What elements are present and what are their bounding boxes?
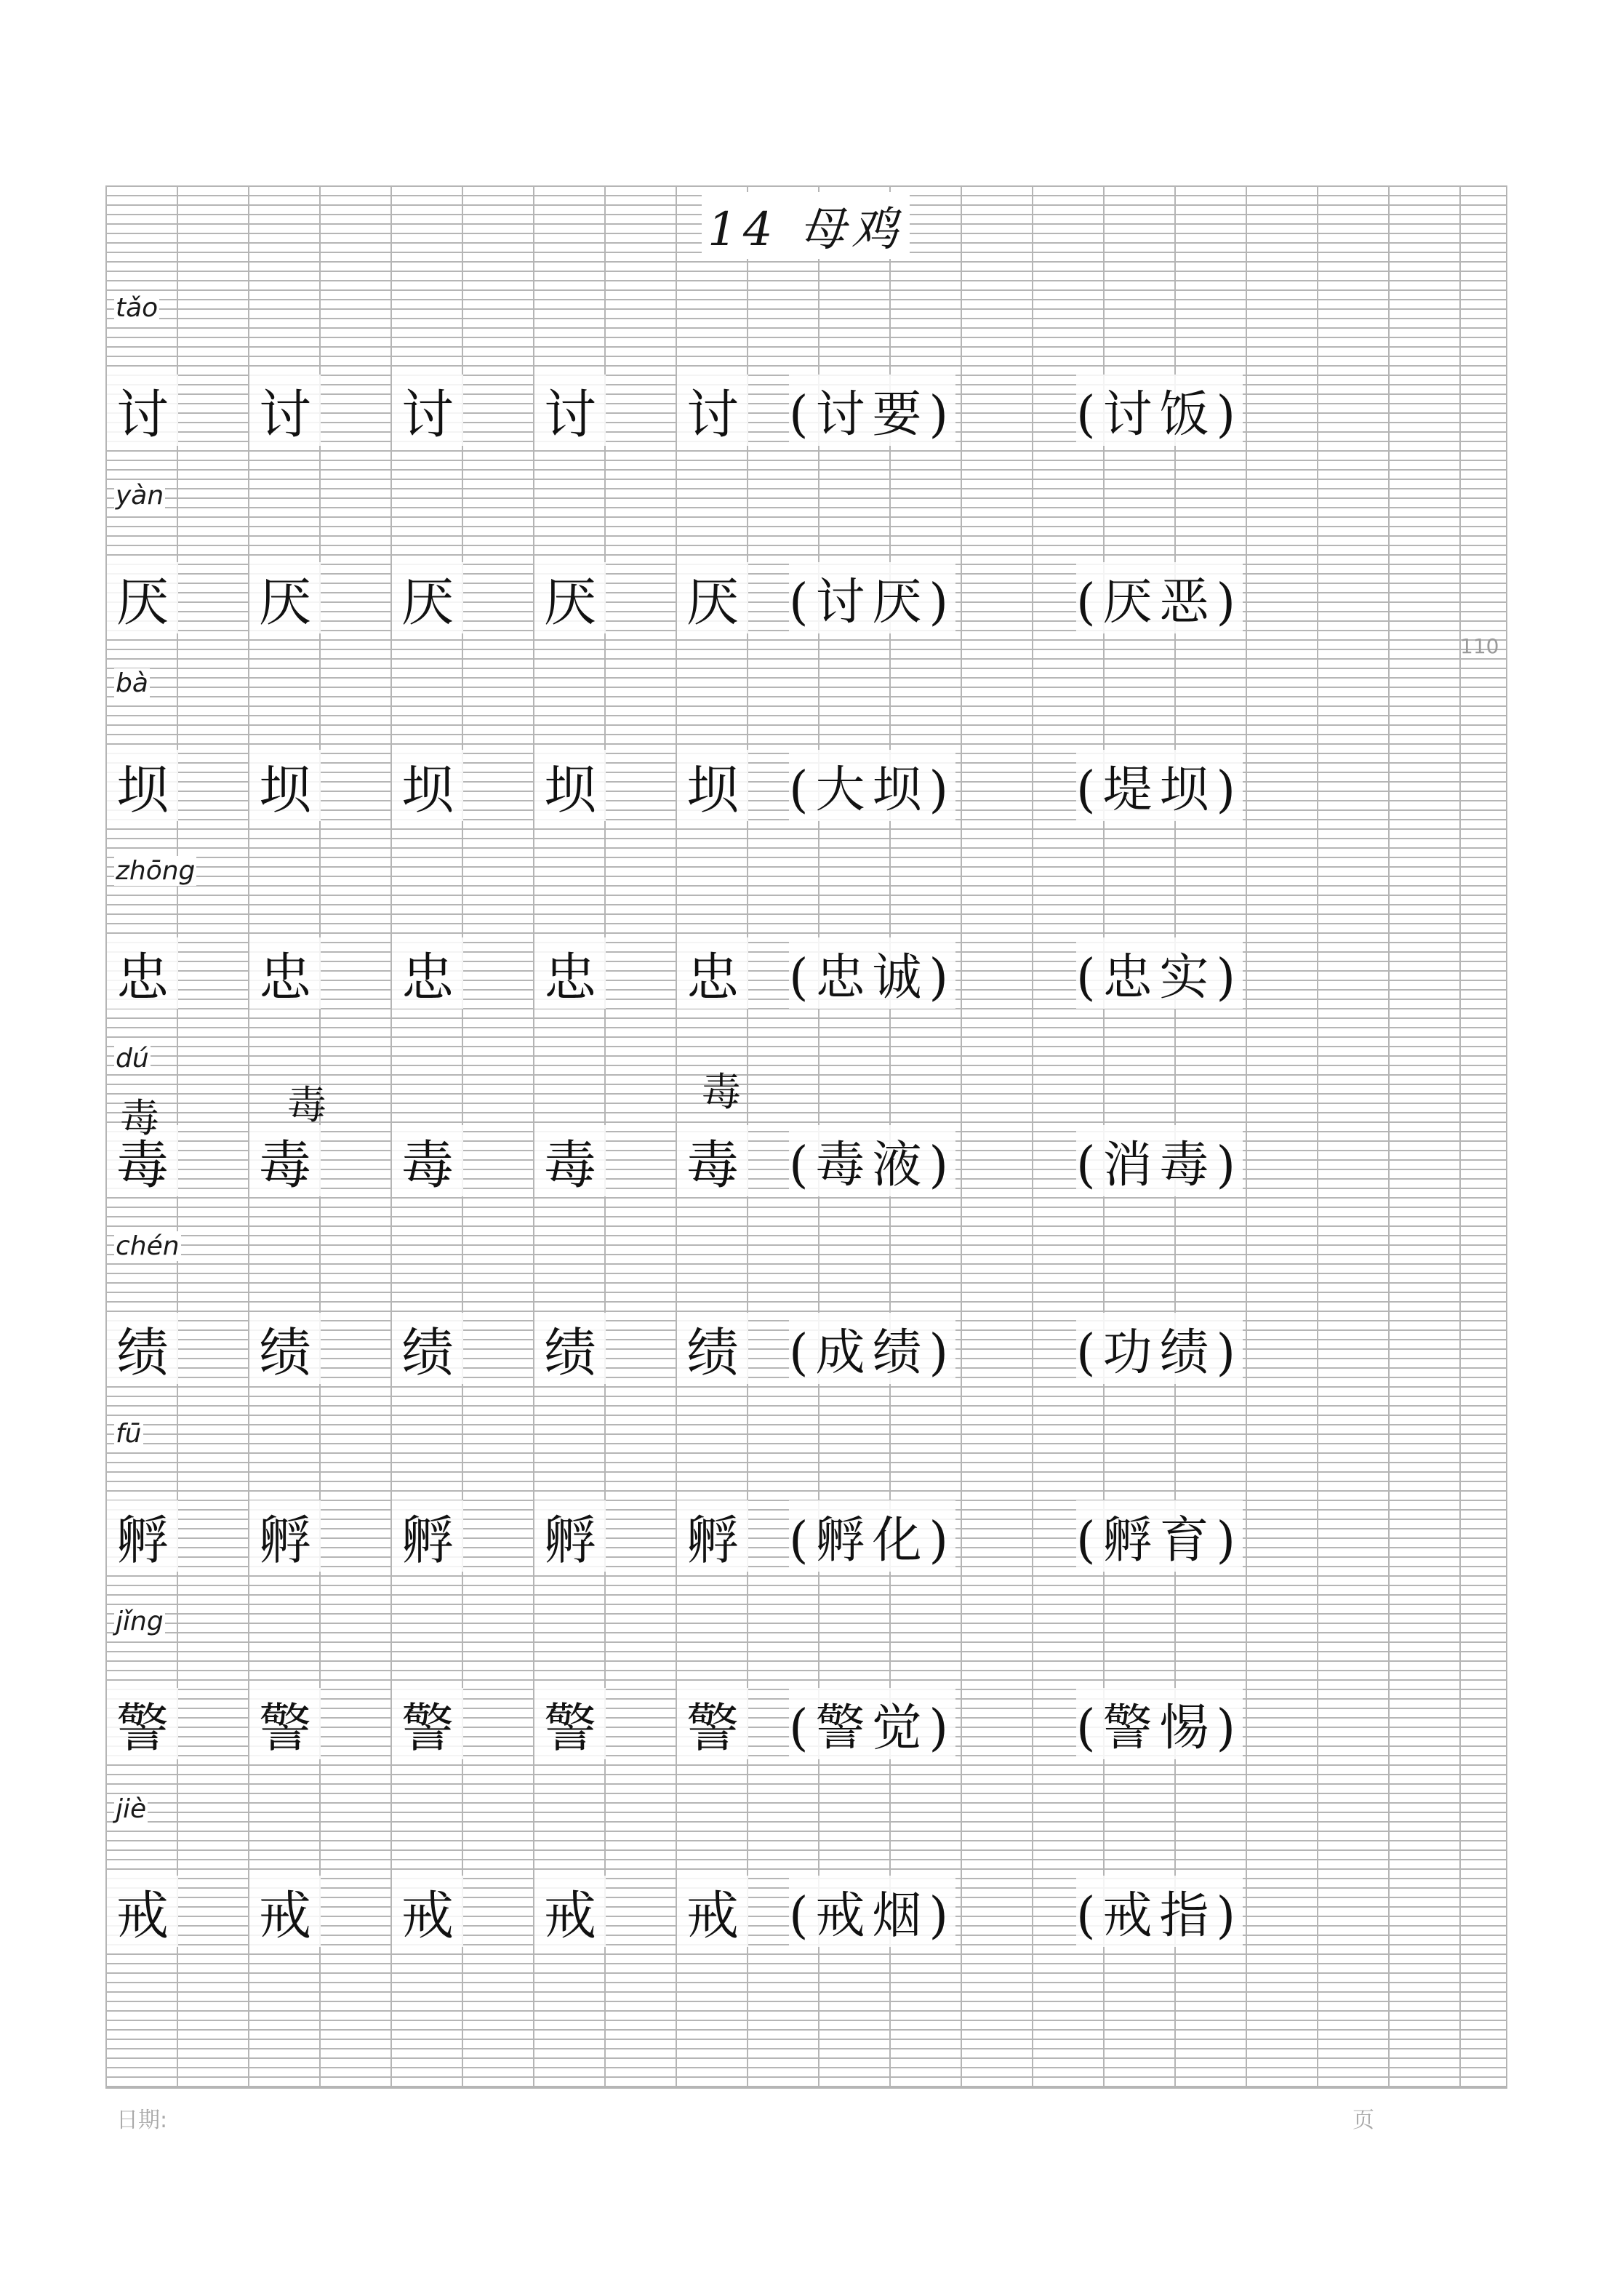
practice-character: 戒 <box>107 1876 178 1947</box>
correction-character: 毒 <box>120 1095 159 1141</box>
character-row <box>105 1297 1506 1397</box>
pinyin-label: fū <box>116 1419 142 1449</box>
practice-character: 孵 <box>677 1500 748 1572</box>
practice-character: 忠 <box>107 937 178 1009</box>
character-row <box>105 734 1506 834</box>
practice-character: 厌 <box>392 562 463 633</box>
practice-character: 坝 <box>392 750 463 821</box>
vocabulary-word: (毒液) <box>789 1125 955 1196</box>
practice-character: 绩 <box>534 1313 606 1384</box>
pinyin-row <box>105 647 1506 734</box>
pinyin-row <box>105 1585 1506 1672</box>
practice-character: 孵 <box>392 1500 463 1572</box>
pinyin-label: yàn <box>116 481 164 511</box>
practice-character: 绩 <box>249 1313 321 1384</box>
vocabulary-word: (讨厌) <box>789 562 955 633</box>
practice-character: 戒 <box>392 1876 463 1947</box>
vocabulary-word: (大坝) <box>789 750 955 821</box>
practice-character: 毒 <box>249 1125 321 1196</box>
vocabulary-word: (厌恶) <box>1076 562 1243 633</box>
character-row <box>105 1860 1506 1960</box>
practice-character: 忠 <box>392 937 463 1009</box>
practice-character: 毒 <box>677 1125 748 1196</box>
pinyin-label: zhōng <box>116 856 196 886</box>
practice-character: 坝 <box>677 750 748 821</box>
practice-character: 孵 <box>534 1500 606 1572</box>
practice-character: 绩 <box>677 1313 748 1384</box>
pinyin-label: chén <box>116 1231 180 1261</box>
vocabulary-word: (警惕) <box>1076 1688 1243 1759</box>
character-row <box>105 546 1506 647</box>
practice-character: 孵 <box>107 1500 178 1572</box>
practice-character: 忠 <box>677 937 748 1009</box>
practice-character: 孵 <box>249 1500 321 1572</box>
practice-character: 厌 <box>249 562 321 633</box>
practice-character: 毒 <box>107 1125 178 1196</box>
title-row <box>105 185 1506 265</box>
pinyin-label: jiè <box>116 1794 147 1824</box>
practice-character: 坝 <box>534 750 606 821</box>
pinyin-label: bà <box>116 668 148 698</box>
character-row <box>105 921 1506 1022</box>
page-title: 14 母鸡 <box>702 192 910 259</box>
footer-page-label: 页 <box>1352 2108 1374 2133</box>
practice-character: 讨 <box>107 375 178 446</box>
vocabulary-word: (讨要) <box>789 375 955 446</box>
pinyin-label: jǐng <box>116 1607 164 1636</box>
practice-character: 讨 <box>249 375 321 446</box>
practice-character: 厌 <box>677 562 748 633</box>
practice-character: 警 <box>249 1688 321 1759</box>
practice-character: 警 <box>392 1688 463 1759</box>
pinyin-label: dú <box>116 1044 149 1073</box>
practice-character: 警 <box>677 1688 748 1759</box>
vocabulary-word: (忠实) <box>1076 937 1243 1009</box>
practice-character: 忠 <box>534 937 606 1009</box>
practice-character: 绩 <box>392 1313 463 1384</box>
practice-character: 坝 <box>249 750 321 821</box>
vocabulary-word: (戒烟) <box>789 1876 955 1947</box>
pinyin-row <box>105 271 1506 359</box>
margin-mark: 110 <box>1460 634 1499 658</box>
vocabulary-word: (孵育) <box>1076 1500 1243 1572</box>
character-row <box>105 359 1506 459</box>
practice-character: 绩 <box>107 1313 178 1384</box>
pinyin-label: tǎo <box>116 293 159 323</box>
pinyin-row <box>105 1209 1506 1297</box>
practice-character: 警 <box>107 1688 178 1759</box>
vocabulary-word: (孵化) <box>789 1500 955 1572</box>
vocabulary-word: (堤坝) <box>1076 750 1243 821</box>
correction-character: 毒 <box>287 1082 326 1128</box>
practice-character: 讨 <box>677 375 748 446</box>
practice-character: 毒 <box>392 1125 463 1196</box>
practice-character: 厌 <box>534 562 606 633</box>
practice-character: 戒 <box>534 1876 606 1947</box>
character-row <box>105 1672 1506 1772</box>
practice-character: 坝 <box>107 750 178 821</box>
footer-date-label: 日期: <box>116 2108 168 2133</box>
practice-character: 毒 <box>534 1125 606 1196</box>
pinyin-row <box>105 1772 1506 1860</box>
pinyin-row <box>105 459 1506 546</box>
vocabulary-word: (警觉) <box>789 1688 955 1759</box>
practice-character: 警 <box>534 1688 606 1759</box>
vocabulary-word: (功绩) <box>1076 1313 1243 1384</box>
pinyin-row <box>105 1397 1506 1484</box>
character-row <box>105 1484 1506 1585</box>
practice-grid <box>105 185 1507 2089</box>
practice-character: 厌 <box>107 562 178 633</box>
practice-character: 戒 <box>249 1876 321 1947</box>
practice-character: 讨 <box>534 375 606 446</box>
practice-character: 戒 <box>677 1876 748 1947</box>
vocabulary-word: (消毒) <box>1076 1125 1243 1196</box>
pinyin-row <box>105 834 1506 921</box>
practice-character: 忠 <box>249 937 321 1009</box>
vocabulary-word: (忠诚) <box>789 937 955 1009</box>
correction-character: 毒 <box>702 1069 741 1115</box>
vocabulary-word: (讨饭) <box>1076 375 1243 446</box>
practice-character: 讨 <box>392 375 463 446</box>
vocabulary-word: (戒指) <box>1076 1876 1243 1947</box>
vocabulary-word: (成绩) <box>789 1313 955 1384</box>
